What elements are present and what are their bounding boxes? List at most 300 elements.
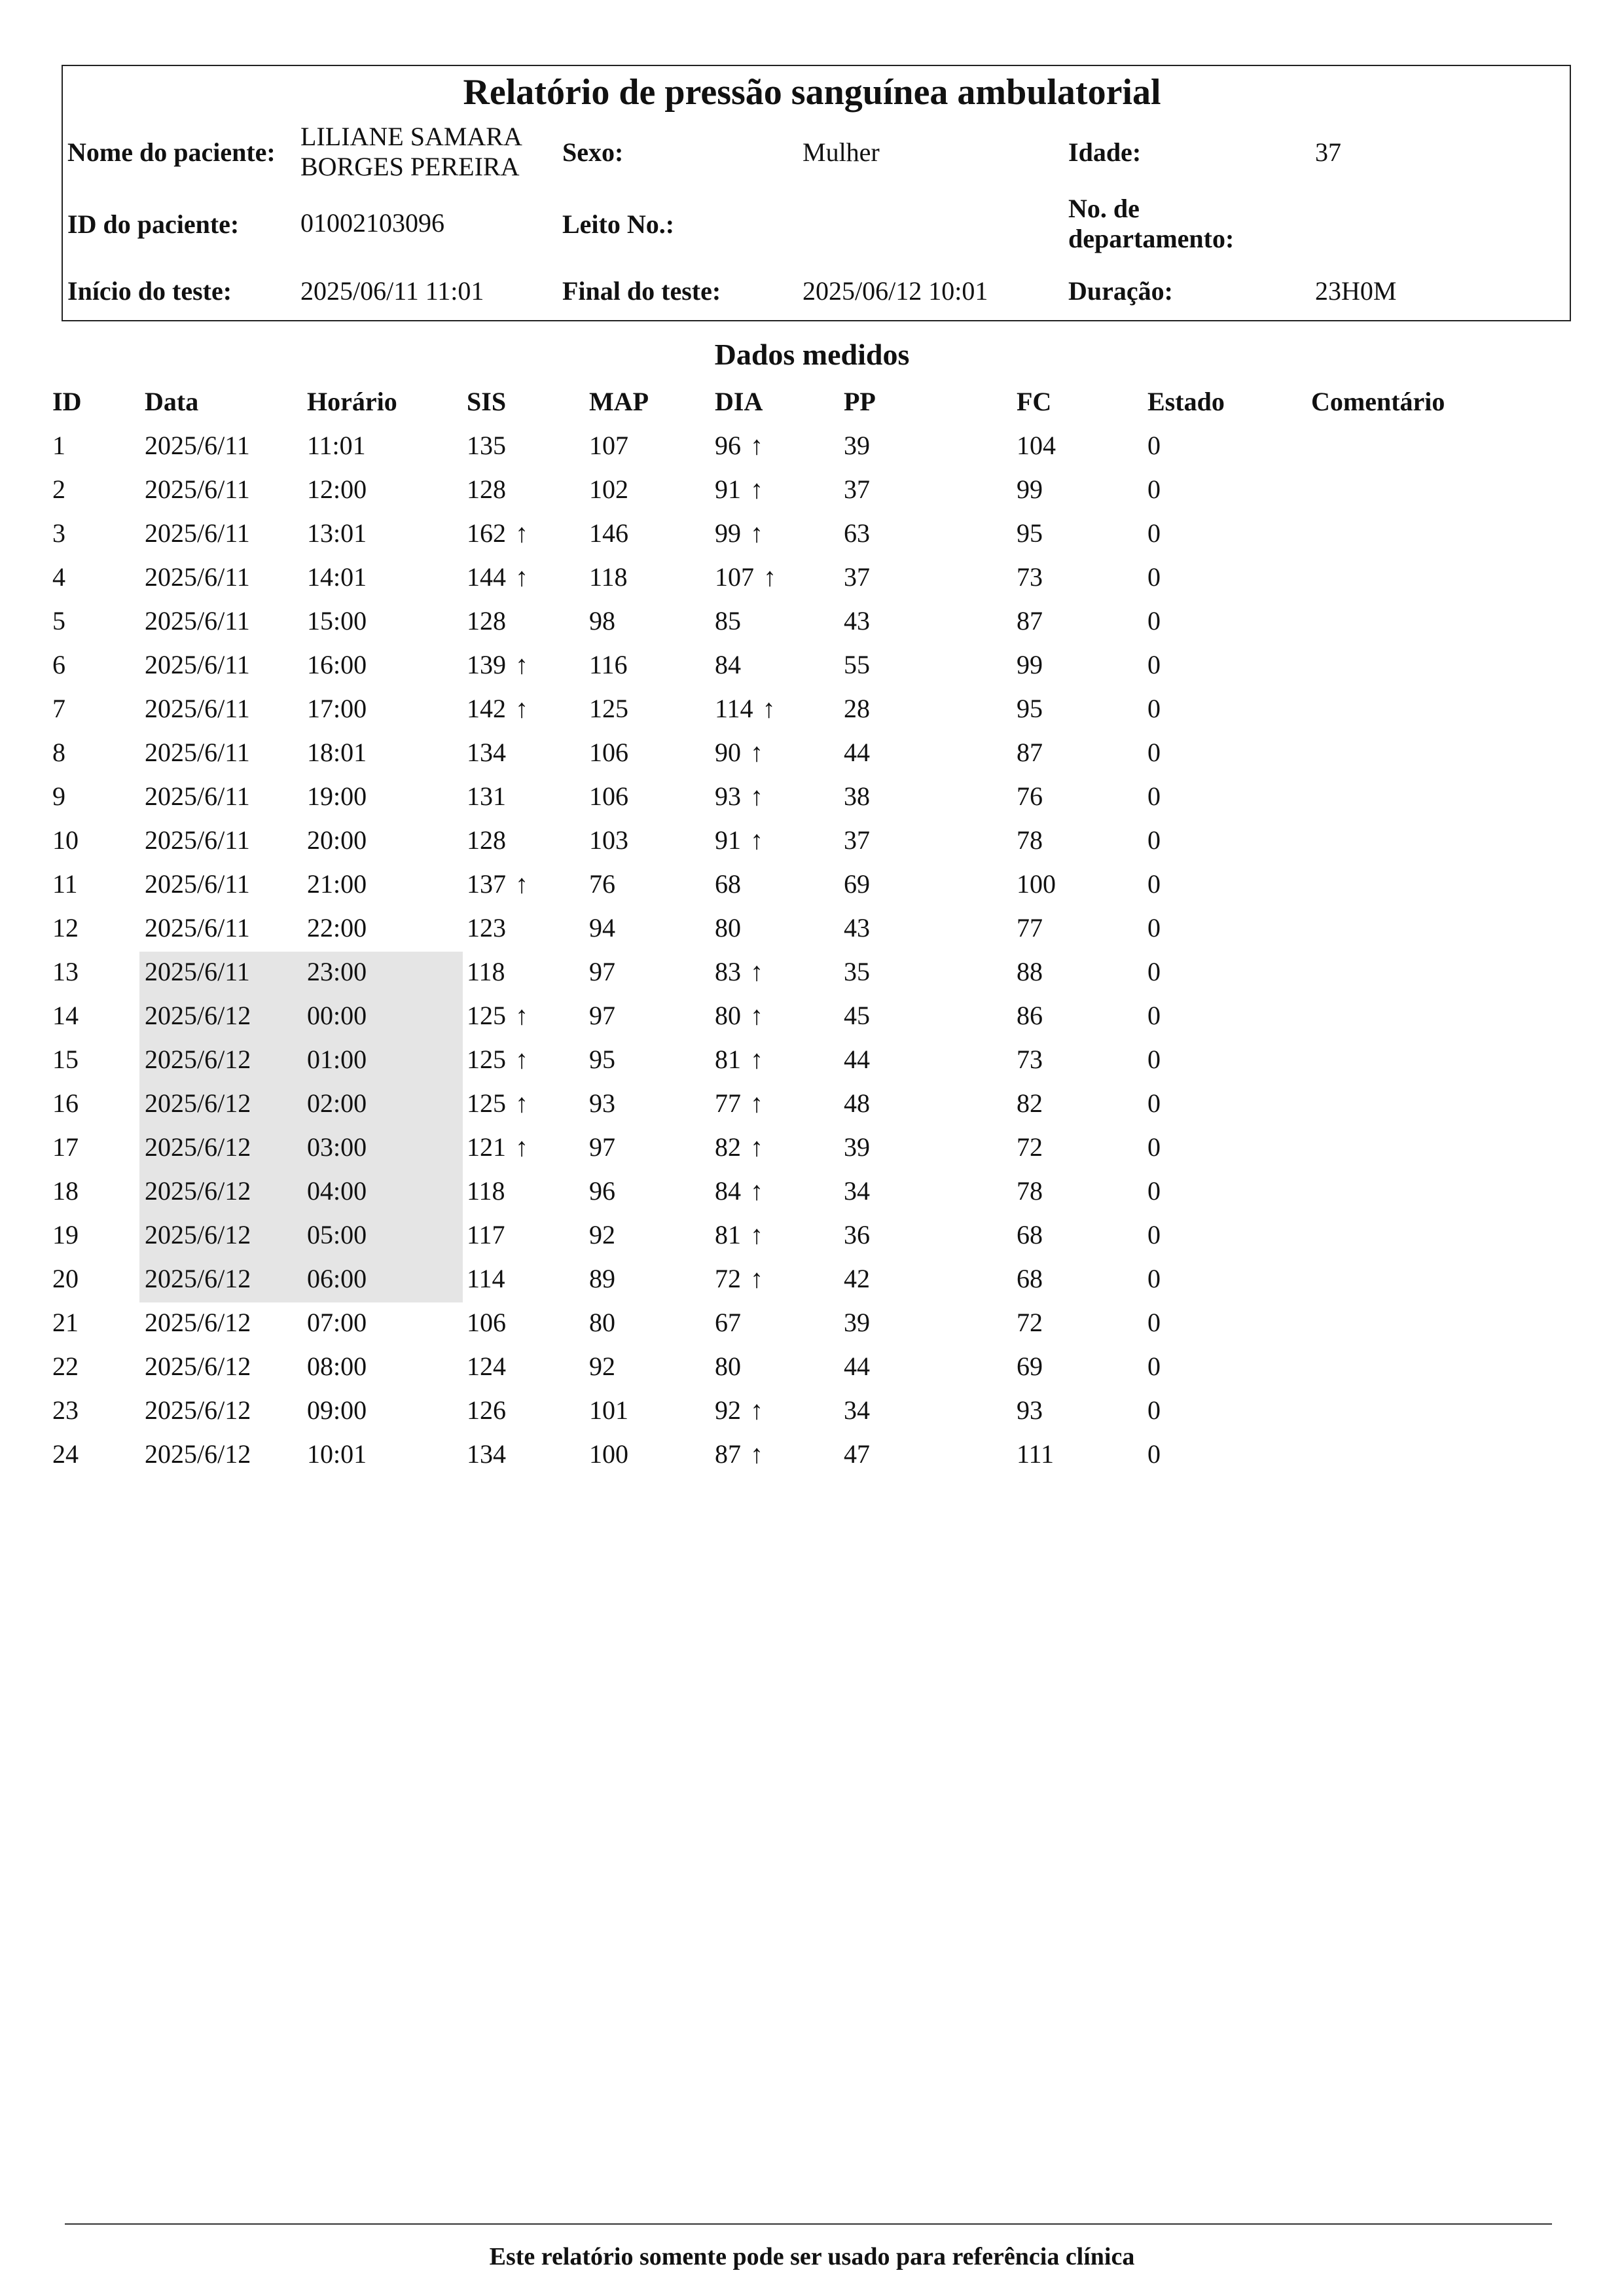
age-value: 37 [1315, 137, 1341, 167]
cell-dia [715, 1302, 741, 1343]
cell-date: 2025/6/12 [145, 1045, 251, 1074]
column-header-status: Estado [1147, 387, 1225, 416]
cell-date: 2025/6/11 [145, 957, 250, 986]
cell-dia [715, 996, 763, 1036]
cell-sys [467, 1390, 506, 1431]
patient-name-label: Nome do paciente: [67, 137, 276, 167]
cell-pp: 38 [844, 781, 870, 811]
cell-pp: 42 [844, 1264, 870, 1293]
cell-date: 2025/6/11 [145, 781, 250, 811]
cell-date: 2025/6/12 [145, 1352, 251, 1381]
up-arrow-icon: ↑ [515, 1088, 528, 1118]
cell-status: 0 [1147, 475, 1161, 504]
column-header-time: Horário [307, 387, 397, 416]
sys-value: 134 [467, 1439, 506, 1469]
patient-id-value: 01002103096 [300, 208, 444, 238]
cell-hr: 73 [1017, 1045, 1043, 1074]
sex-value: Mulher [803, 137, 880, 167]
cell-hr: 72 [1017, 1308, 1043, 1337]
up-arrow-icon: ↑ [515, 650, 528, 679]
cell-time: 08:00 [307, 1352, 367, 1381]
cell-hr: 99 [1017, 650, 1043, 679]
table-row [0, 1127, 1624, 1171]
cell-time: 19:00 [307, 781, 367, 811]
cell-id: 8 [52, 738, 65, 767]
cell-map: 102 [589, 475, 628, 504]
cell-dia [715, 1215, 763, 1255]
dia-value: 68 [715, 869, 741, 899]
cell-date: 2025/6/11 [145, 475, 250, 504]
cell-dia [715, 732, 763, 773]
cell-time: 12:00 [307, 475, 367, 504]
dia-value: 77 [715, 1088, 741, 1118]
cell-hr: 72 [1017, 1132, 1043, 1162]
cell-status: 0 [1147, 1001, 1161, 1030]
cell-time: 06:00 [307, 1264, 367, 1293]
patient-name-line2: BORGES PEREIRA [300, 152, 520, 181]
cell-dia [715, 601, 741, 641]
sys-value: 114 [467, 1264, 505, 1293]
cell-sys [467, 689, 528, 729]
table-row [0, 1302, 1624, 1346]
table-row [0, 1259, 1624, 1302]
sys-value: 131 [467, 781, 506, 811]
cell-id: 20 [52, 1264, 79, 1293]
cell-map: 92 [589, 1352, 615, 1381]
cell-map: 97 [589, 1001, 615, 1030]
cell-status: 0 [1147, 1395, 1161, 1425]
cell-id: 16 [52, 1088, 79, 1118]
test-end-value: 2025/06/12 10:01 [803, 276, 988, 306]
cell-id: 5 [52, 606, 65, 636]
up-arrow-icon: ↑ [750, 738, 763, 767]
sys-value: 128 [467, 606, 506, 636]
cell-status: 0 [1147, 1132, 1161, 1162]
cell-hr: 87 [1017, 606, 1043, 636]
cell-status: 0 [1147, 913, 1161, 942]
cell-map: 146 [589, 518, 628, 548]
cell-id: 22 [52, 1352, 79, 1381]
cell-id: 15 [52, 1045, 79, 1074]
table-row [0, 1215, 1624, 1259]
cell-dia [715, 645, 741, 685]
up-arrow-icon: ↑ [750, 518, 763, 548]
table-row [0, 1083, 1624, 1127]
cell-hr: 87 [1017, 738, 1043, 767]
cell-map: 89 [589, 1264, 615, 1293]
cell-hr: 95 [1017, 518, 1043, 548]
dia-value: 72 [715, 1264, 741, 1293]
dia-value: 114 [715, 694, 753, 723]
cell-status: 0 [1147, 694, 1161, 723]
cell-hr: 69 [1017, 1352, 1043, 1381]
cell-status: 0 [1147, 1264, 1161, 1293]
cell-pp: 39 [844, 431, 870, 460]
cell-dia [715, 1127, 763, 1168]
cell-hr: 68 [1017, 1264, 1043, 1293]
cell-map: 76 [589, 869, 615, 899]
cell-time: 13:01 [307, 518, 367, 548]
bed-label: Leito No.: [562, 209, 675, 239]
cell-status: 0 [1147, 1352, 1161, 1381]
cell-hr: 68 [1017, 1220, 1043, 1249]
table-row [0, 1039, 1624, 1083]
cell-time: 23:00 [307, 957, 367, 986]
test-end-label: Final do teste: [562, 276, 721, 306]
cell-time: 21:00 [307, 869, 367, 899]
up-arrow-icon: ↑ [515, 1045, 528, 1074]
cell-sys [467, 513, 528, 554]
cell-status: 0 [1147, 1088, 1161, 1118]
up-arrow-icon: ↑ [750, 825, 763, 855]
cell-date: 2025/6/12 [145, 1220, 251, 1249]
patient-name-line1: LILIANE SAMARA [300, 122, 522, 151]
cell-id: 1 [52, 431, 65, 460]
cell-pp: 43 [844, 913, 870, 942]
table-row [0, 776, 1624, 820]
cell-status: 0 [1147, 825, 1161, 855]
cell-hr: 99 [1017, 475, 1043, 504]
cell-sys [467, 732, 506, 773]
cell-map: 100 [589, 1439, 628, 1469]
sys-value: 118 [467, 1176, 505, 1206]
cell-sys [467, 1215, 505, 1255]
cell-date: 2025/6/12 [145, 1264, 251, 1293]
cell-time: 17:00 [307, 694, 367, 723]
dia-value: 93 [715, 781, 741, 811]
report-title: Relatório de pressão sanguínea ambulatorial [463, 72, 1161, 113]
dia-value: 80 [715, 1352, 741, 1381]
cell-sys [467, 1127, 528, 1168]
cell-id: 9 [52, 781, 65, 811]
cell-id: 18 [52, 1176, 79, 1206]
up-arrow-icon: ↑ [750, 1395, 763, 1425]
duration-value: 23H0M [1315, 276, 1397, 306]
cell-sys [467, 952, 505, 992]
department-label-line2: departamento: [1068, 224, 1235, 253]
table-row [0, 952, 1624, 996]
cell-sys [467, 1434, 506, 1475]
sys-value: 125 [467, 1001, 506, 1030]
cell-status: 0 [1147, 957, 1161, 986]
dia-value: 81 [715, 1045, 741, 1074]
table-row [0, 908, 1624, 952]
cell-status: 0 [1147, 738, 1161, 767]
dia-value: 85 [715, 606, 741, 636]
cell-pp: 34 [844, 1176, 870, 1206]
cell-pp: 39 [844, 1308, 870, 1337]
cell-date: 2025/6/11 [145, 518, 250, 548]
cell-pp: 36 [844, 1220, 870, 1249]
cell-map: 95 [589, 1045, 615, 1074]
sys-value: 126 [467, 1395, 506, 1425]
cell-time: 00:00 [307, 1001, 367, 1030]
age-label: Idade: [1068, 137, 1142, 167]
up-arrow-icon: ↑ [750, 1220, 763, 1249]
cell-id: 6 [52, 650, 65, 679]
cell-pp: 37 [844, 562, 870, 592]
table-row [0, 557, 1624, 601]
cell-status: 0 [1147, 1176, 1161, 1206]
cell-date: 2025/6/12 [145, 1308, 251, 1337]
cell-hr: 78 [1017, 1176, 1043, 1206]
cell-id: 4 [52, 562, 65, 592]
table-row [0, 601, 1624, 645]
cell-pp: 39 [844, 1132, 870, 1162]
table-row [0, 1390, 1624, 1434]
cell-dia [715, 952, 763, 992]
cell-time: 01:00 [307, 1045, 367, 1074]
dia-value: 91 [715, 475, 741, 504]
dia-value: 81 [715, 1220, 741, 1249]
cell-pp: 37 [844, 825, 870, 855]
cell-dia [715, 864, 741, 905]
up-arrow-icon: ↑ [515, 562, 528, 592]
sys-value: 106 [467, 1308, 506, 1337]
dia-value: 82 [715, 1132, 741, 1162]
up-arrow-icon: ↑ [750, 1001, 763, 1030]
up-arrow-icon: ↑ [515, 869, 528, 899]
up-arrow-icon: ↑ [762, 694, 776, 723]
dia-value: 107 [715, 562, 754, 592]
cell-hr: 78 [1017, 825, 1043, 855]
dia-value: 92 [715, 1395, 741, 1425]
cell-sys [467, 557, 528, 598]
cell-map: 94 [589, 913, 615, 942]
up-arrow-icon: ↑ [750, 1264, 763, 1293]
cell-pp: 48 [844, 1088, 870, 1118]
cell-hr: 77 [1017, 913, 1043, 942]
sys-value: 128 [467, 825, 506, 855]
cell-dia [715, 469, 763, 510]
cell-status: 0 [1147, 518, 1161, 548]
dia-value: 90 [715, 738, 741, 767]
table-row [0, 1434, 1624, 1478]
cell-map: 101 [589, 1395, 628, 1425]
cell-map: 97 [589, 957, 615, 986]
cell-pp: 47 [844, 1439, 870, 1469]
cell-pp: 34 [844, 1395, 870, 1425]
cell-time: 14:01 [307, 562, 367, 592]
cell-pp: 37 [844, 475, 870, 504]
cell-time: 22:00 [307, 913, 367, 942]
cell-status: 0 [1147, 1045, 1161, 1074]
measurements-title: Dados medidos [714, 338, 910, 371]
column-header-id: ID [52, 387, 82, 416]
cell-id: 7 [52, 694, 65, 723]
cell-hr: 73 [1017, 562, 1043, 592]
column-header-hr: FC [1017, 387, 1052, 416]
cell-pp: 44 [844, 1352, 870, 1381]
sys-value: 135 [467, 431, 506, 460]
cell-sys [467, 1346, 506, 1387]
cell-date: 2025/6/11 [145, 738, 250, 767]
cell-id: 23 [52, 1395, 79, 1425]
cell-map: 118 [589, 562, 628, 592]
cell-pp: 69 [844, 869, 870, 899]
dia-value: 80 [715, 913, 741, 942]
cell-time: 11:01 [307, 431, 366, 460]
cell-map: 97 [589, 1132, 615, 1162]
dia-value: 99 [715, 518, 741, 548]
cell-dia [715, 820, 763, 861]
cell-id: 2 [52, 475, 65, 504]
cell-id: 21 [52, 1308, 79, 1337]
cell-map: 107 [589, 431, 628, 460]
cell-date: 2025/6/11 [145, 869, 250, 899]
cell-sys [467, 469, 506, 510]
dia-value: 80 [715, 1001, 741, 1030]
test-start-label: Início do teste: [67, 276, 232, 306]
dia-value: 96 [715, 431, 741, 460]
up-arrow-icon: ↑ [750, 431, 763, 460]
cell-status: 0 [1147, 1220, 1161, 1249]
cell-status: 0 [1147, 1308, 1161, 1337]
cell-time: 18:01 [307, 738, 367, 767]
cell-sys [467, 996, 528, 1036]
up-arrow-icon: ↑ [763, 562, 776, 592]
up-arrow-icon: ↑ [750, 1132, 763, 1162]
footer-divider [65, 2223, 1552, 2225]
cell-dia [715, 425, 763, 466]
sys-value: 125 [467, 1088, 506, 1118]
up-arrow-icon: ↑ [515, 1001, 528, 1030]
cell-time: 09:00 [307, 1395, 367, 1425]
cell-status: 0 [1147, 606, 1161, 636]
cell-time: 02:00 [307, 1088, 367, 1118]
column-header-map: MAP [589, 387, 649, 416]
cell-date: 2025/6/11 [145, 694, 250, 723]
table-row [0, 820, 1624, 864]
dia-value: 83 [715, 957, 741, 986]
cell-pp: 35 [844, 957, 870, 986]
cell-id: 3 [52, 518, 65, 548]
sys-value: 124 [467, 1352, 506, 1381]
cell-status: 0 [1147, 562, 1161, 592]
column-header-sys: SIS [467, 387, 507, 416]
sys-value: 128 [467, 475, 506, 504]
table-row [0, 469, 1624, 513]
cell-sys [467, 645, 528, 685]
cell-map: 80 [589, 1308, 615, 1337]
cell-date: 2025/6/12 [145, 1176, 251, 1206]
cell-hr: 95 [1017, 694, 1043, 723]
cell-dia [715, 908, 741, 948]
cell-time: 05:00 [307, 1220, 367, 1249]
duration-label: Duração: [1068, 276, 1173, 306]
cell-sys [467, 1083, 528, 1124]
sys-value: 144 [467, 562, 506, 592]
cell-date: 2025/6/12 [145, 1132, 251, 1162]
cell-status: 0 [1147, 431, 1161, 460]
table-row [0, 732, 1624, 776]
dia-value: 84 [715, 650, 741, 679]
cell-hr: 100 [1017, 869, 1056, 899]
cell-dia [715, 557, 776, 598]
table-row [0, 1346, 1624, 1390]
department-label-line1: No. de [1068, 194, 1140, 223]
sys-value: 123 [467, 913, 506, 942]
table-row [0, 645, 1624, 689]
cell-map: 93 [589, 1088, 615, 1118]
cell-date: 2025/6/12 [145, 1001, 251, 1030]
up-arrow-icon: ↑ [750, 957, 763, 986]
cell-id: 14 [52, 1001, 79, 1030]
cell-id: 10 [52, 825, 79, 855]
cell-map: 125 [589, 694, 628, 723]
cell-time: 03:00 [307, 1132, 367, 1162]
cell-sys [467, 601, 506, 641]
dia-value: 84 [715, 1176, 741, 1206]
column-header-date: Data [145, 387, 199, 416]
cell-date: 2025/6/11 [145, 650, 250, 679]
cell-sys [467, 776, 506, 817]
up-arrow-icon: ↑ [515, 1132, 528, 1162]
cell-sys [467, 425, 506, 466]
up-arrow-icon: ↑ [750, 1439, 763, 1469]
cell-map: 92 [589, 1220, 615, 1249]
table-row [0, 689, 1624, 732]
cell-id: 13 [52, 957, 79, 986]
table-row [0, 513, 1624, 557]
column-header-dia: DIA [715, 387, 763, 416]
cell-dia [715, 1083, 763, 1124]
column-header-pp: PP [844, 387, 876, 416]
cell-sys [467, 1171, 505, 1211]
up-arrow-icon: ↑ [750, 1088, 763, 1118]
cell-pp: 28 [844, 694, 870, 723]
cell-status: 0 [1147, 650, 1161, 679]
cell-date: 2025/6/11 [145, 825, 250, 855]
cell-time: 16:00 [307, 650, 367, 679]
cell-date: 2025/6/11 [145, 606, 250, 636]
cell-sys [467, 864, 528, 905]
cell-id: 12 [52, 913, 79, 942]
cell-time: 20:00 [307, 825, 367, 855]
sys-value: 137 [467, 869, 506, 899]
cell-pp: 45 [844, 1001, 870, 1030]
dia-value: 87 [715, 1439, 741, 1469]
cell-status: 0 [1147, 781, 1161, 811]
cell-map: 106 [589, 781, 628, 811]
cell-date: 2025/6/11 [145, 431, 250, 460]
table-row [0, 1171, 1624, 1215]
table-row [0, 864, 1624, 908]
up-arrow-icon: ↑ [515, 694, 528, 723]
cell-dia [715, 1434, 763, 1475]
up-arrow-icon: ↑ [750, 475, 763, 504]
cell-dia [715, 1346, 741, 1387]
sys-value: 134 [467, 738, 506, 767]
sys-value: 125 [467, 1045, 506, 1074]
cell-id: 11 [52, 869, 78, 899]
table-row [0, 996, 1624, 1039]
cell-dia [715, 1171, 763, 1211]
sys-value: 118 [467, 957, 505, 986]
cell-dia [715, 1039, 763, 1080]
up-arrow-icon: ↑ [750, 1045, 763, 1074]
cell-pp: 63 [844, 518, 870, 548]
cell-map: 98 [589, 606, 615, 636]
cell-date: 2025/6/12 [145, 1395, 251, 1425]
cell-map: 116 [589, 650, 628, 679]
cell-dia [715, 689, 776, 729]
cell-hr: 104 [1017, 431, 1056, 460]
sys-value: 142 [467, 694, 506, 723]
sys-value: 121 [467, 1132, 506, 1162]
cell-hr: 93 [1017, 1395, 1043, 1425]
cell-sys [467, 1039, 528, 1080]
